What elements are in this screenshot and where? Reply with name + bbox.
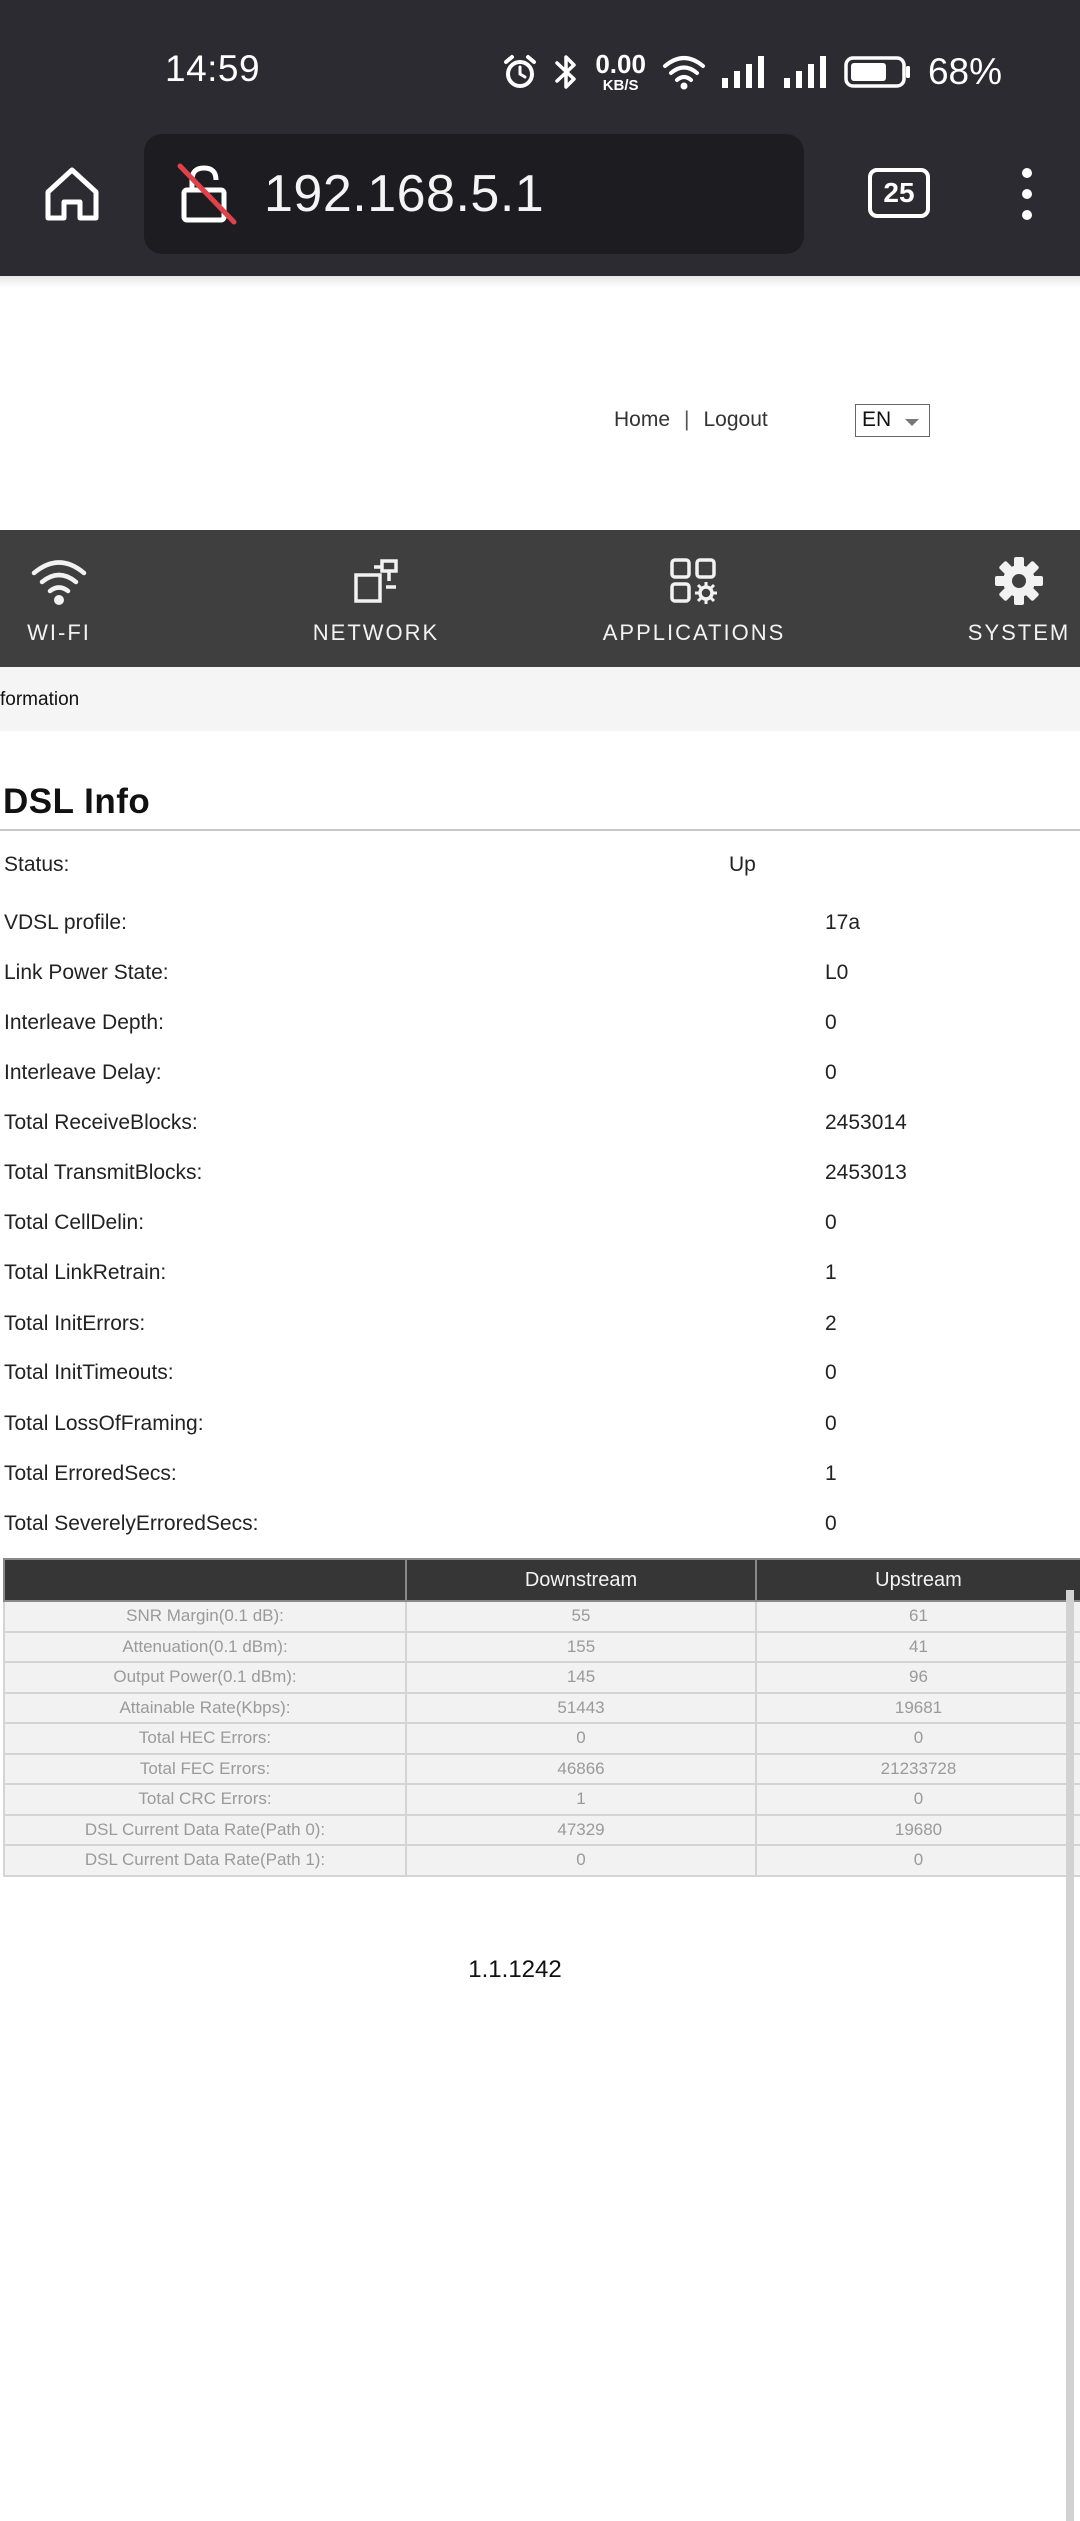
table-cell: 0 [756,1845,1080,1876]
info-row [0,1462,1080,1502]
table-row [4,1601,1080,1632]
url-bar-row [0,134,1080,254]
chrome-shadow [0,276,1080,288]
info-label: Status: [4,853,70,876]
info-row [0,1211,1080,1251]
table-row [4,1693,1080,1724]
info-row [0,961,1080,1001]
info-value: 0 [825,1011,837,1034]
table-cell: 145 [406,1662,756,1693]
table-cell: DSL Current Data Rate(Path 1): [4,1845,406,1876]
tab-switcher-button[interactable]: 25 [868,168,930,218]
table-cell: 96 [756,1662,1080,1693]
status-icons [501,50,1002,94]
menu-dot [1022,168,1032,178]
browser-chrome [0,0,1080,276]
info-row [0,1312,1080,1352]
info-label: Interleave Depth: [4,1011,164,1034]
table-cell: 155 [406,1632,756,1663]
info-row [0,1111,1080,1151]
info-value: 1 [825,1261,837,1284]
info-label: Total ReceiveBlocks: [4,1111,198,1134]
title-divider [0,829,1080,831]
logout-link[interactable]: Logout [703,408,768,431]
info-label: Total InitErrors: [4,1312,146,1335]
info-row [0,1011,1080,1051]
table-cell: 0 [406,1845,756,1876]
language-value: EN [862,408,892,431]
signal-icon-sim1 [720,54,768,90]
applications-icon [669,557,719,605]
table-cell: SNR Margin(0.1 dB): [4,1601,406,1632]
table-cell: Total CRC Errors: [4,1784,406,1815]
chevron-down-icon [905,419,919,426]
table-cell: Attainable Rate(Kbps): [4,1693,406,1724]
table-cell: 19680 [756,1815,1080,1846]
table-cell: 41 [756,1632,1080,1663]
network-speed-value: 0.00 [595,49,646,79]
breadcrumb-text: formation [0,689,80,710]
browser-home-button[interactable] [38,160,106,228]
info-value: Up [729,853,756,876]
table-row [4,1845,1080,1876]
table-row [4,1662,1080,1693]
info-label: Total CellDelin: [4,1211,145,1234]
info-label: Total SeverelyErroredSecs: [4,1512,259,1535]
nav-item-wifi[interactable] [0,530,118,667]
status-time: 14:59 [165,48,261,89]
nav-label-wifi: WI-FI [27,620,91,645]
info-value: 1 [825,1462,837,1485]
info-row [0,1361,1080,1401]
info-value: 0 [825,1061,837,1084]
table-cell: Output Power(0.1 dBm): [4,1662,406,1693]
network-icon [352,557,400,605]
table-cell: 61 [756,1601,1080,1632]
info-value: 2453013 [825,1161,907,1184]
table-cell: 55 [406,1601,756,1632]
info-row [0,1261,1080,1301]
nav-item-network[interactable] [296,530,456,667]
info-row [0,1412,1080,1452]
table-cell: 47329 [406,1815,756,1846]
table-cell: 51443 [406,1693,756,1724]
nav-label-system: SYSTEM [967,620,1071,645]
info-value: 0 [825,1211,837,1234]
nav-label-network: NETWORK [312,620,440,645]
info-label: Total LossOfFraming: [4,1412,204,1435]
menu-dot [1022,189,1032,199]
status-bar [0,0,1080,130]
wifi-icon [31,556,87,606]
column-header [4,1559,406,1601]
scrollbar[interactable] [1066,1590,1074,2521]
info-row [0,853,1080,893]
menu-dot [1022,210,1032,220]
dsl-stats-table [3,1558,1080,1877]
signal-icon-sim2 [782,54,830,90]
top-links [614,408,768,432]
table-cell: Attenuation(0.1 dBm): [4,1632,406,1663]
info-value: 0 [825,1512,837,1535]
info-label: Total ErroredSecs: [4,1462,177,1485]
bluetooth-icon [553,52,579,92]
insecure-lock-icon[interactable] [176,162,240,226]
info-label: Total TransmitBlocks: [4,1161,203,1184]
table-row [4,1754,1080,1785]
info-value: 2 [825,1312,837,1335]
home-icon [40,162,104,226]
table-cell: 19681 [756,1693,1080,1724]
info-value: 0 [825,1361,837,1384]
network-speed [595,51,646,93]
table-row [4,1632,1080,1663]
battery-icon [844,56,912,88]
info-label: VDSL profile: [4,911,127,934]
table-cell: Total FEC Errors: [4,1754,406,1785]
info-label: Total LinkRetrain: [4,1261,167,1284]
table-cell: 21233728 [756,1754,1080,1785]
language-select[interactable] [855,404,930,437]
breadcrumb [0,667,1080,731]
table-row [4,1815,1080,1846]
nav-item-applications[interactable] [600,530,788,667]
table-cell: 1 [406,1784,756,1815]
page-header [0,276,1080,530]
gear-icon [993,555,1045,607]
column-header: Downstream [406,1559,756,1601]
table-header-row [4,1559,1080,1601]
table-cell: DSL Current Data Rate(Path 0): [4,1815,406,1846]
url-text[interactable]: 192.168.5.1 [264,165,545,223]
section-title: DSL Info [3,782,151,821]
info-value: 2453014 [825,1111,907,1134]
table-row [4,1784,1080,1815]
battery-percent: 68% [927,51,1002,92]
link-separator: | [684,408,690,431]
info-label: Total InitTimeouts: [4,1361,174,1384]
info-value: 17a [825,911,861,934]
info-row [0,1061,1080,1101]
wifi-status-icon [662,54,706,90]
table-row [4,1723,1080,1754]
info-row [0,1512,1080,1552]
info-value: L0 [825,961,849,984]
alarm-icon [501,53,539,91]
table-cell: 0 [756,1723,1080,1754]
table-cell: Total HEC Errors: [4,1723,406,1754]
info-value: 0 [825,1412,837,1435]
info-row [0,1161,1080,1201]
nav-label-applications: APPLICATIONS [602,620,786,645]
table-cell: 0 [406,1723,756,1754]
address-bar[interactable] [144,134,804,254]
main-nav [0,530,1080,667]
nav-item-system[interactable] [958,530,1080,667]
info-label: Interleave Delay: [4,1061,162,1084]
browser-menu-button[interactable] [1010,162,1044,226]
network-speed-unit: KB/S [602,77,639,94]
table-cell: 0 [756,1784,1080,1815]
info-row [0,911,1080,951]
info-label: Link Power State: [4,961,169,984]
firmware-version: 1.1.1242 [468,1956,562,1983]
home-link[interactable]: Home [614,408,671,431]
table-cell: 46866 [406,1754,756,1785]
column-header: Upstream [756,1559,1080,1601]
